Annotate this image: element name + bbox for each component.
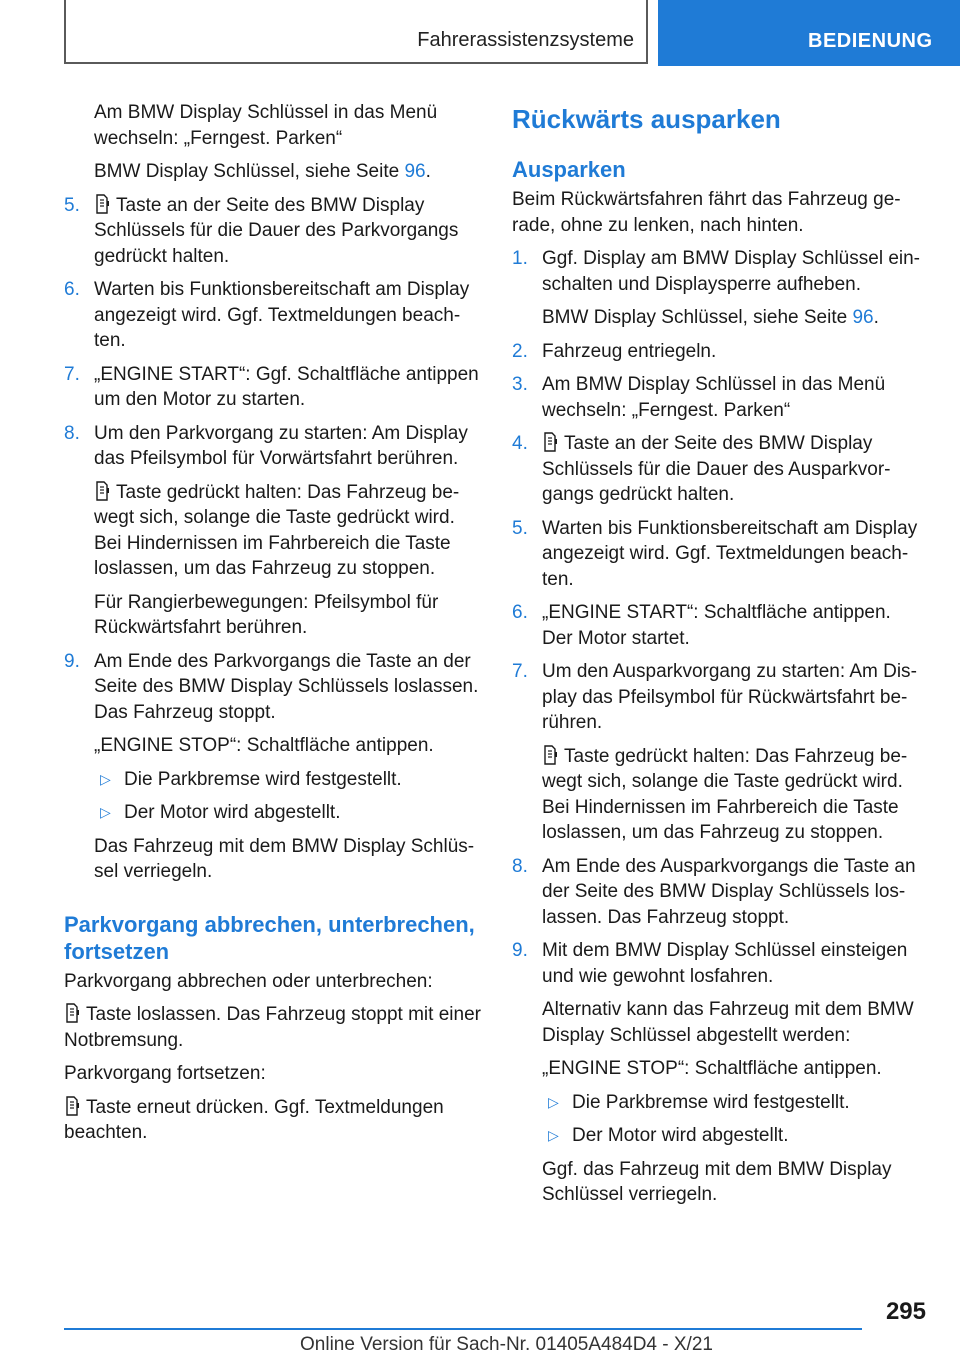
step-item — [512, 372, 926, 423]
step-text: „ENGINE START“: Ggf. Schaltfläche antippen um den Motor zu starten. — [94, 363, 479, 410]
step-item — [512, 938, 926, 989]
text-paragraph — [64, 159, 484, 185]
section-subheading: Ausparken — [512, 157, 626, 182]
step-item — [512, 659, 926, 736]
text-span: BMW Display Schlüssel, siehe Seite — [94, 161, 405, 182]
bullet-triangle-icon: ▷ — [548, 1093, 559, 1110]
text-span: . — [425, 161, 431, 182]
step-text: Ggf. Display am BMW Display Schlüssel einschalten und Displaysperre aufheben. — [542, 248, 920, 295]
text-paragraph — [64, 1002, 484, 1053]
bullet-triangle-icon: ▷ — [100, 770, 111, 787]
bullet-text: Die Parkbremse wird festgestellt. — [572, 1091, 850, 1113]
step-text: Warten bis Funktionsbereitschaft am Display angezeigt wird. Ggf. Textmeldungen beachten. — [542, 517, 918, 590]
bullet-item — [64, 800, 484, 826]
step-text: Mit dem BMW Display Schlüssel einsteigen und wie gewohnt losfahren. — [542, 940, 908, 987]
text-span: Taste erneut drücken. Ggf. Textmeldungen beachten. — [64, 1096, 444, 1143]
step-text: Am BMW Display Schlüssel in das Menü wechseln: „Ferngest. Parken“ — [542, 374, 886, 421]
step-item — [64, 193, 484, 270]
step-text: Um den Ausparkvorgang zu starten: Am Display das Pfeilsymbol für Rückwärtsfahrt berühren. — [542, 661, 917, 733]
section-subheading: Parkvorgang abbrechen, unterbrechen, fortsetzen — [64, 911, 475, 964]
page-link[interactable]: 96 — [404, 161, 426, 182]
step-item — [64, 421, 484, 472]
footer-text: Online Version für Sach-Nr. 01405A484D4 - X/21 — [300, 1334, 713, 1355]
step-text: Am Ende des Parkvorgangs die Taste an der Seite des BMW Display Schlüssels loslassen. Das Fahrzeug stoppt. — [94, 650, 479, 723]
text-paragraph: Beim Rückwärtsfahren fährt das Fahrzeug gerade, ohne zu lenken, nach hinten. — [512, 189, 901, 236]
step-number: 5. — [64, 194, 80, 216]
step-number: 3. — [512, 374, 528, 395]
section-heading: Rückwärts ausparken — [512, 104, 781, 134]
step-number: 6. — [512, 602, 528, 623]
step-note — [512, 305, 926, 331]
bullet-triangle-icon: ▷ — [548, 1127, 559, 1143]
key-button-icon — [542, 745, 558, 765]
step-item — [512, 339, 926, 365]
text-span: Taste gedrückt halten: Das Fahrzeug bewegt sich, solange die Taste gedrückt wird. Bei Hindernissen im Fahrbereich die Taste loslassen, um das Fahrzeug zu stoppen. — [94, 481, 460, 579]
step-note — [512, 744, 926, 846]
step-item — [64, 362, 484, 413]
text-span: Taste loslassen. Das Fahrzeug stoppt mit einer Notbremsung. — [64, 1004, 481, 1051]
step-item — [512, 431, 926, 508]
key-button-icon — [64, 1003, 80, 1023]
text-span: BMW Display Schlüssel, siehe Seite — [542, 307, 853, 328]
step-note: Das Fahrzeug mit dem BMW Display Schlüssel verriegeln. — [94, 835, 475, 882]
left-column — [64, 100, 484, 1154]
step-note: Ggf. das Fahrzeug mit dem BMW Display Schlüssel verriegeln. — [542, 1158, 892, 1205]
step-note: „ENGINE STOP“: Schaltfläche antippen. — [94, 735, 434, 756]
step-text: Warten bis Funktionsbereitschaft am Display angezeigt wird. Ggf. Textmeldungen beachten. — [94, 279, 470, 351]
step-number: 8. — [64, 422, 80, 444]
header-chapter-title: BEDIENUNG — [808, 30, 933, 52]
step-item — [512, 854, 926, 931]
step-note: Alternativ kann das Fahrzeug mit dem BMW Display Schlüssel abgestellt werden: — [542, 999, 914, 1046]
step-text: Um den Parkvorgang zu starten: Am Display das Pfeilsymbol für Vorwärtsfahrt berühren. — [94, 422, 468, 469]
bullet-triangle-icon: ▷ — [100, 804, 111, 820]
step-note: Für Rangierbewegungen: Pfeilsymbol für Rückwärtsfahrt berühren. — [94, 591, 439, 638]
step-item — [512, 516, 926, 593]
text-span: . — [873, 307, 879, 328]
text-paragraph: Parkvorgang abbrechen oder unterbrechen: — [64, 970, 433, 992]
step-item — [512, 246, 926, 297]
step-text: Fahrzeug entriegeln. — [542, 340, 717, 362]
header-section-tab — [64, 0, 648, 64]
bullet-item — [512, 1123, 926, 1149]
key-button-icon — [542, 432, 558, 452]
text-span: Taste gedrückt halten: Das Fahrzeug bewegt sich, solange die Taste gedrückt wird. Bei Hindernissen im Fahrbereich die Taste loslassen, um das Fahrzeug zu stoppen. — [542, 745, 908, 843]
step-number: 4. — [512, 433, 528, 454]
text-paragraph — [64, 1095, 484, 1146]
bullet-item — [512, 1090, 926, 1116]
step-number: 5. — [512, 517, 528, 539]
bullet-text: Der Motor wird abgestellt. — [572, 1125, 789, 1146]
footer-divider — [64, 1328, 862, 1330]
step-note — [64, 480, 484, 582]
key-button-icon — [94, 481, 110, 501]
step-number: 9. — [512, 940, 528, 961]
step-item — [512, 600, 926, 651]
header-chapter-tab — [658, 0, 960, 66]
header-section-title: Fahrerassistenzsysteme — [417, 29, 634, 51]
text-paragraph: Am BMW Display Schlüssel in das Menü wechseln: „Ferngest. Parken“ — [94, 102, 438, 149]
bullet-item — [64, 767, 484, 793]
key-button-icon — [64, 1096, 80, 1116]
key-button-icon — [94, 194, 110, 214]
step-number: 1. — [512, 248, 528, 269]
step-number: 7. — [512, 661, 528, 682]
step-item — [64, 277, 484, 354]
step-text: Taste an der Seite des BMW Display Schlüssels für die Dauer des Parkvorgangs gedrückt halten. — [94, 194, 459, 267]
step-text: Taste an der Seite des BMW Display Schlüssels für die Dauer des Ausparkvorgangs gedrückt halten. — [542, 433, 891, 505]
page-link[interactable]: 96 — [852, 307, 874, 328]
right-column — [512, 100, 926, 1216]
page-number: 295 — [885, 1298, 926, 1325]
step-number: 9. — [64, 650, 80, 672]
step-number: 7. — [64, 363, 80, 385]
bullet-text: Der Motor wird abgestellt. — [124, 802, 341, 823]
text-paragraph: Parkvorgang fortsetzen: — [64, 1063, 266, 1084]
step-note: „ENGINE STOP“: Schaltfläche antippen. — [542, 1058, 882, 1079]
step-number: 6. — [64, 279, 80, 300]
step-item — [64, 649, 484, 726]
step-text: „ENGINE START“: Schaltfläche antippen. Der Motor startet. — [542, 602, 891, 649]
step-number: 2. — [512, 340, 528, 362]
bullet-text: Die Parkbremse wird festgestellt. — [124, 768, 402, 790]
step-number: 8. — [512, 855, 528, 877]
step-text: Am Ende des Ausparkvorgangs die Taste an der Seite des BMW Display Schlüssels loslassen. Das Fahrzeug stoppt. — [542, 855, 916, 928]
